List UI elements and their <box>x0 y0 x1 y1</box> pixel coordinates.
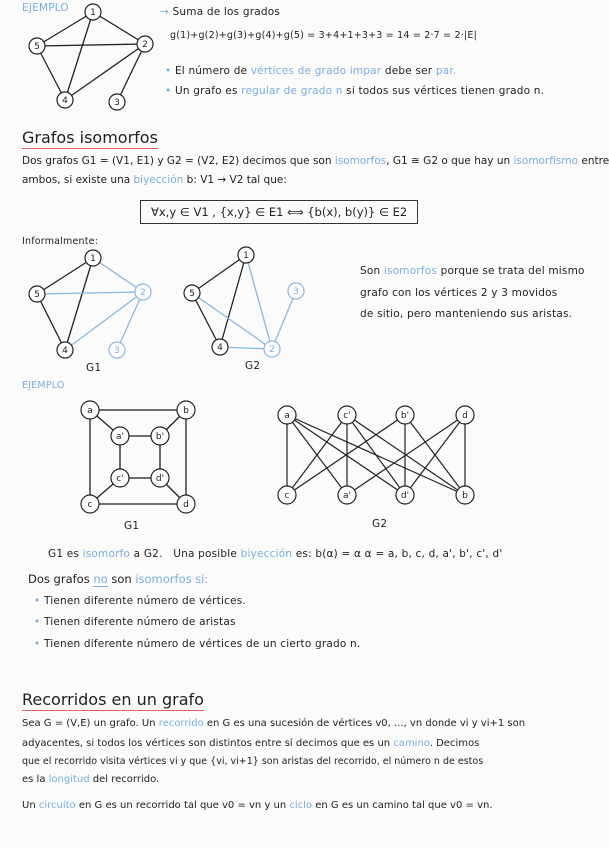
node-label: 4 <box>62 346 68 356</box>
graph-cube-G1 <box>78 400 208 515</box>
node-label: c <box>87 500 93 510</box>
no-iso-title: Dos grafos no son isomorfos si: <box>28 572 209 586</box>
node-label: d' <box>400 491 410 501</box>
graph-bipartite-G2 <box>275 403 495 513</box>
node-label: 5 <box>34 290 40 300</box>
iso-side-note-line1: Son isomorfos porque se trata del mismo <box>360 265 585 277</box>
boxed-formula: ∀x,y ∈ V1 , {x,y} ∈ E1 ⟺ {b(x), b(y)} ∈ E2 <box>140 200 418 224</box>
recorridos-line1: Sea G = (V,E) un grafo. Un recorrido en G es una sucesión de vértices v0, ..., vn donde vi y vi+1 son <box>22 718 526 729</box>
iso-paragraph-line2: ambos, si existe una biyección b: V1 → V2 tal que: <box>22 174 287 186</box>
node-label: 4 <box>62 96 68 106</box>
iso-paragraph-line1: Dos grafos G1 = (V1, E1) y G2 = (V2, E2) decimos que son isomorfos, G1 ≅ G2 o que hay un isomorfismo entre <box>22 155 609 167</box>
node-label: d <box>183 500 189 510</box>
g1-label-cube: G1 <box>124 520 140 532</box>
recorridos-line3: que el recorrido visita vértices vi y que {vi, vi+1} son aristas del recorrido, el número n de estos <box>22 756 484 767</box>
bullet-par: • El número de vértices de grado impar debe ser par. <box>165 65 457 77</box>
node-label: a <box>284 411 290 421</box>
recorridos-line4: es la longitud del recorrido. <box>22 774 160 785</box>
node-label: 2 <box>142 40 148 50</box>
node-label: c <box>284 491 290 501</box>
node-label: 3 <box>293 287 299 297</box>
node-label: d' <box>155 474 165 484</box>
g1-label-informal: G1 <box>86 362 102 374</box>
no-iso-item-2: • Tienen diferente número de aristas <box>34 616 236 628</box>
node-label: b' <box>400 411 410 421</box>
node-label: 4 <box>217 343 223 353</box>
node-label: a <box>87 406 93 416</box>
recorridos-line5: Un circuito en G es un recorrido tal que v0 = vn y un ciclo en G es un camino tal que v0 = vn. <box>22 800 493 811</box>
suma-title: → Suma de los grados <box>160 6 281 18</box>
node-label: 1 <box>243 251 249 261</box>
node-label: 2 <box>140 288 146 298</box>
graph-G1-informal <box>25 250 165 370</box>
ejemplo-label: EJEMPLO <box>22 2 69 14</box>
node-label: d <box>462 411 468 421</box>
node-label: b' <box>155 432 165 442</box>
node-label: 5 <box>34 42 40 52</box>
section-title-isomorfos: Grafos isomorfos <box>22 128 158 147</box>
node-label: c' <box>343 411 351 421</box>
node-label: b <box>462 491 468 501</box>
no-iso-item-3: • Tienen diferente número de vértices de un cierto grado n. <box>34 638 361 650</box>
bullet-regular: • Un grafo es regular de grado n si todos sus vértices tienen grado n. <box>165 85 545 97</box>
node-label: 5 <box>189 289 195 299</box>
recorridos-line2: adyacentes, si todos los vértices son distintos entre sí decimos que es un camino. Decimos <box>22 738 480 749</box>
suma-formula: g(1)+g(2)+g(3)+g(4)+g(5) = 3+4+1+3+3 = 14 = 2·7 = 2·|E| <box>170 30 477 41</box>
no-iso-item-1: • Tienen diferente número de vértices. <box>34 595 246 607</box>
informal-label: Informalmente: <box>22 236 99 247</box>
ejemplo2-label: EJEMPLO <box>22 380 65 391</box>
node-label: a' <box>343 491 351 501</box>
graph-G2-informal <box>180 245 320 365</box>
node-label: 2 <box>269 345 275 355</box>
g2-label-bipartite: G2 <box>372 518 388 530</box>
section-title-recorridos: Recorridos en un grafo <box>22 690 204 709</box>
node-label: c' <box>116 474 124 484</box>
node-label: 1 <box>90 8 96 18</box>
g2-label-informal: G2 <box>245 360 261 372</box>
node-label: 1 <box>90 254 96 264</box>
iso-side-note-line2: grafo con los vértices 2 y 3 movidos <box>360 287 558 299</box>
node-label: a' <box>116 432 124 442</box>
biyeccion-caption: G1 es isomorfo a G2. Una posible biyección es: b(α) = α α = a, b, c, d, a', b', c', d' <box>48 548 503 560</box>
node-label: b <box>183 406 189 416</box>
node-label: 3 <box>114 98 120 108</box>
iso-side-note-line3: de sitio, pero manteniendo sus aristas. <box>360 308 573 320</box>
node-label: 3 <box>114 346 120 356</box>
